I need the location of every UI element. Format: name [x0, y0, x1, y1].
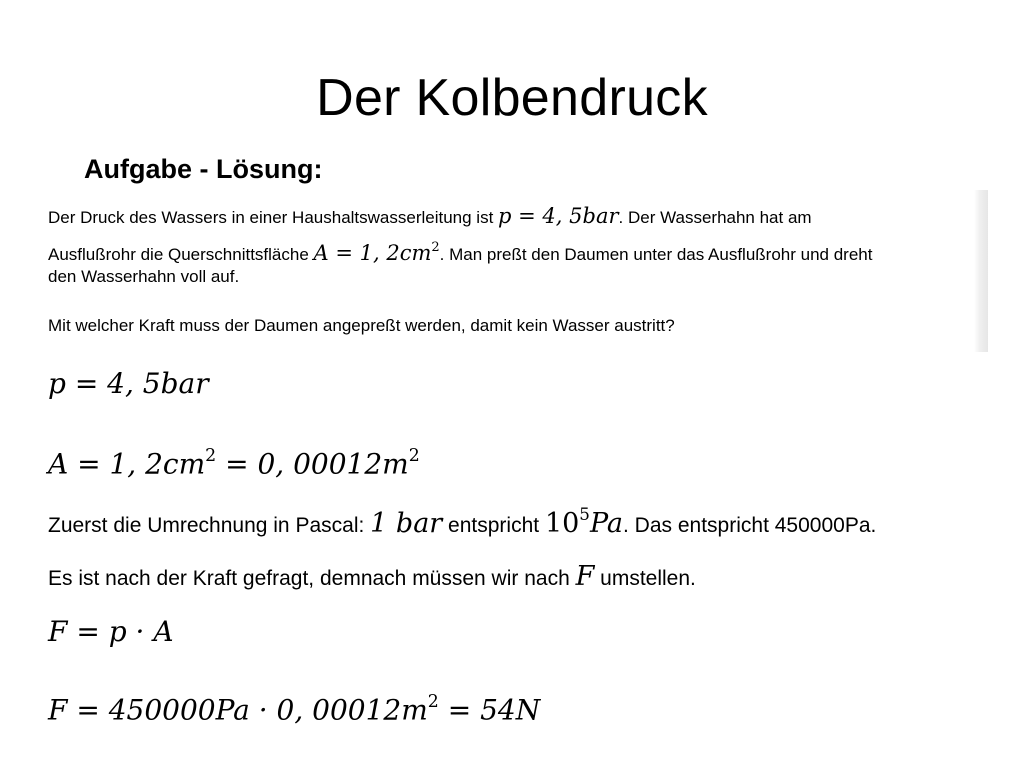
force-formula: F = p · A — [48, 615, 174, 648]
force-result-calc: F = 450000Pa · 0, 00012m — [48, 693, 428, 727]
conversion-text: entspricht — [442, 514, 545, 537]
given-pressure: p = 4, 5bar — [48, 367, 209, 400]
conversion-line — [48, 500, 876, 542]
task-text: Ausflußrohr die Querschnittsfläche — [48, 245, 314, 264]
conversion-pascal-base: 10 — [544, 508, 580, 539]
given-area-m: = 0, 00012m — [216, 447, 409, 481]
force-result-value: = 54N — [438, 693, 541, 727]
given-area-exponent-1: 2 — [205, 446, 217, 467]
scrollbar-edge — [974, 190, 988, 352]
force-result — [48, 684, 540, 730]
area-formula-base: A = 1, 2cm — [313, 241, 432, 265]
area-formula-exponent: 2 — [431, 239, 440, 255]
task-text: . Der Wasserhahn hat am — [618, 208, 812, 227]
conversion-text: . Das entspricht 450000Pa. — [623, 514, 877, 537]
conversion-pascal-unit: Pa — [589, 508, 624, 539]
rearrange-text: umstellen. — [594, 567, 696, 590]
conversion-text: Zuerst die Umrechnung in Pascal: — [48, 514, 371, 537]
conversion-pascal-exponent: 5 — [579, 504, 590, 525]
task-question: Mit welcher Kraft muss der Daumen angepreßt werden, damit kein Wasser austritt? — [48, 316, 675, 335]
rearrange-line — [48, 561, 696, 595]
area-formula — [314, 241, 440, 265]
given-area — [48, 438, 420, 484]
task-statement-box — [44, 190, 988, 352]
task-line-2 — [48, 237, 872, 267]
task-line-1 — [48, 204, 812, 230]
given-area-cm: A = 1, 2cm — [48, 447, 206, 481]
force-result-exponent: 2 — [427, 692, 439, 713]
conversion-pascal — [544, 504, 624, 539]
given-area-exponent-2: 2 — [408, 446, 420, 467]
slide-title: Der Kolbendruck — [316, 69, 708, 127]
pressure-formula: p = 4, 5bar — [498, 204, 619, 228]
rearrange-text: Es ist nach der Kraft gefragt, demnach müssen wir nach — [48, 567, 576, 590]
task-text: . Man preßt den Daumen unter das Ausflußrohr und dreht — [439, 245, 873, 264]
force-symbol: F — [575, 561, 595, 592]
conversion-bar: 1 bar — [370, 508, 443, 539]
task-text: Der Druck des Wassers in einer Haushaltswasserleitung ist — [48, 208, 499, 227]
section-heading: Aufgabe - Lösung: — [84, 154, 323, 184]
task-line-3: den Wasserhahn voll auf. — [48, 267, 240, 286]
